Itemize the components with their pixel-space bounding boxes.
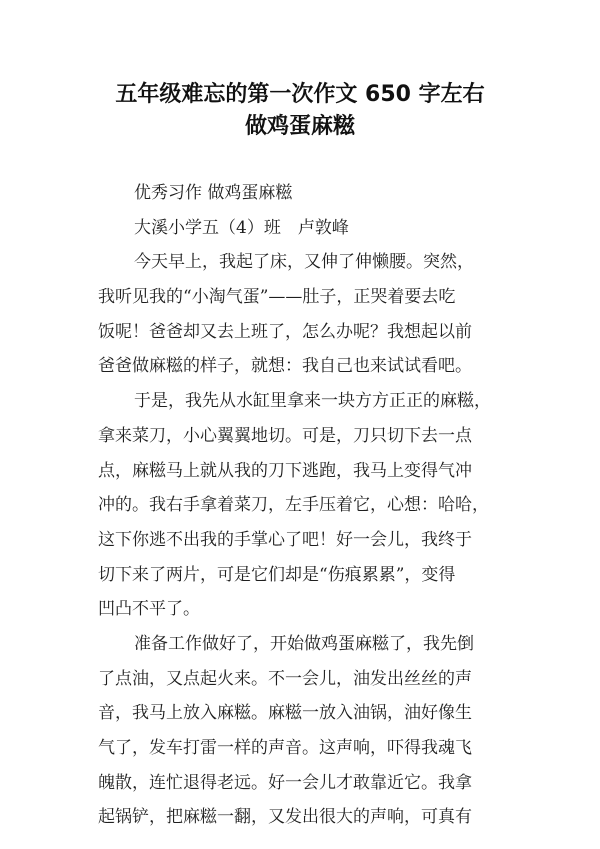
paragraph-line: 了点油，又点起火来。不一会儿，油发出丝丝的声 xyxy=(98,668,472,689)
essay-heading: 优秀习作 做鸡蛋麻糍 xyxy=(134,183,293,203)
paragraph-line: 点，麻糍马上就从我的刀下逃跑，我马上变得气冲 xyxy=(98,460,472,481)
paragraph-line: 魄散，连忙退得老远。好一会儿才敢靠近它。我拿 xyxy=(98,772,472,793)
document-title-line-1: 五年级难忘的第一次作文 650 字左右 xyxy=(115,82,485,107)
paragraph-line: 我听见我的“小淘气蛋”——肚子，正哭着要去吃 xyxy=(98,287,456,308)
paragraph-line: 这下你逃不出我的手掌心了吧！好一会儿，我终于 xyxy=(98,529,472,550)
paragraph-line: 准备工作做好了，开始做鸡蛋麻糍了，我先倒 xyxy=(134,633,474,654)
author-line: 大溪小学五（4）班 卢敦峰 xyxy=(134,217,349,238)
paragraph-line: 气了，发车打雷一样的声音。这声响，吓得我魂飞 xyxy=(98,738,472,758)
paragraph-line: 音，我马上放入麻糍。麻糍一放入油锅，油好像生 xyxy=(98,703,472,724)
paragraph-line: 起锅铲，把麻糍一翻，又发出很大的声响，可真有 xyxy=(98,807,472,828)
paragraph-line: 拿来菜刀，小心翼翼地切。可是，刀只切下去一点 xyxy=(98,425,472,446)
paragraph-line: 于是，我先从水缸里拿来一块方方正正的麻糍， xyxy=(134,391,491,412)
paragraph-line: 今天早上，我起了床，又伸了伸懒腰。突然， xyxy=(134,252,474,273)
paragraph-line: 饭呢！爸爸却又去上班了，怎么办呢？我想起以前 xyxy=(98,321,472,342)
document-body xyxy=(98,176,508,835)
paragraph-line: 切下来了两片，可是它们却是“伤痕累累”，变得 xyxy=(98,564,456,585)
document-title-line-2: 做鸡蛋麻糍 xyxy=(244,114,355,139)
paragraph-line: 凹凸不平了。 xyxy=(98,599,200,620)
paragraph-line: 爸爸做麻糍的样子，就想：我自己也来试试看吧。 xyxy=(98,356,472,377)
paragraph-line: 冲的。我右手拿着菜刀，左手压着它，心想：哈哈， xyxy=(98,495,489,516)
